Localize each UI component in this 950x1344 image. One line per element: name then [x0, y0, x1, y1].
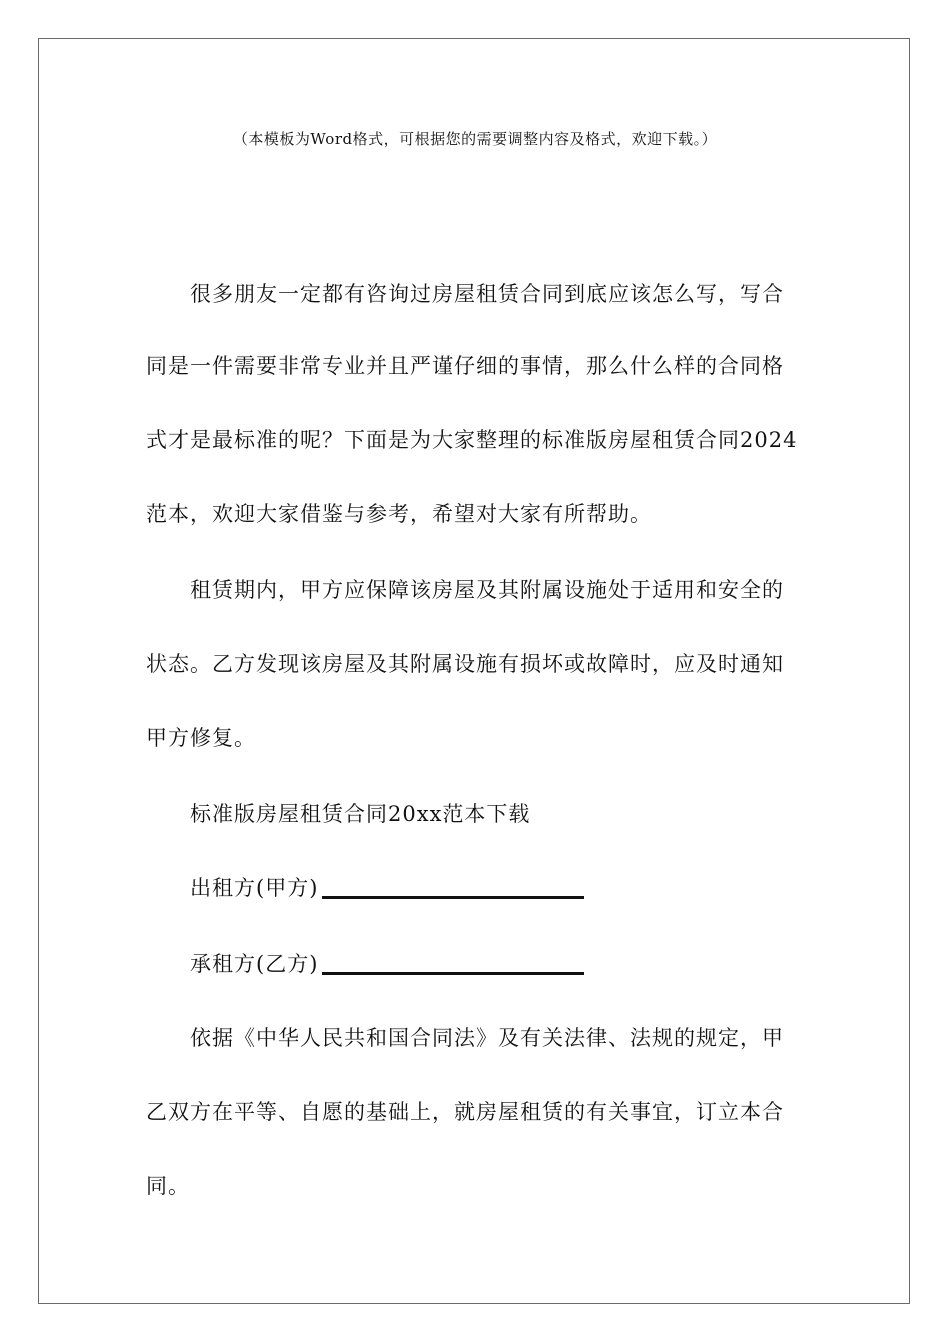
- lessor-line: [190, 872, 584, 902]
- paragraph-1-line-1: 很多朋友一定都有咨询过房屋租赁合同到底应该怎么写，写合: [190, 282, 784, 306]
- paragraph-3-line-2: 乙双方在平等、自愿的基础上，就房屋租赁的有关事宜，订立本合: [146, 1100, 784, 1124]
- contract-title: 标准版房屋租赁合同20xx范本下载: [190, 802, 531, 826]
- paragraph-1-line-4: 范本，欢迎大家借鉴与参考，希望对大家有所帮助。: [146, 502, 652, 526]
- paragraph-1-line-2: 同是一件需要非常专业并且严谨仔细的事情，那么什么样的合同格: [146, 354, 784, 378]
- paragraph-1-line-3: 式才是最标准的呢？下面是为大家整理的标准版房屋租赁合同2024: [146, 428, 798, 452]
- paragraph-3-line-1: 依据《中华人民共和国合同法》及有关法律、法规的规定，甲: [190, 1026, 784, 1050]
- lessor-label: 出租方(甲方): [190, 876, 319, 900]
- paragraph-2-line-3: 甲方修复。: [146, 726, 256, 750]
- lessee-blank: [322, 972, 584, 975]
- paragraph-2-line-2: 状态。乙方发现该房屋及其附属设施有损坏或故障时，应及时通知: [146, 652, 784, 676]
- template-note: （本模板为Word格式，可根据您的需要调整内容及格式，欢迎下载。）: [232, 130, 718, 148]
- lessee-label: 承租方(乙方): [190, 952, 319, 976]
- lessee-line: [190, 948, 584, 978]
- paragraph-2-line-1: 租赁期内，甲方应保障该房屋及其附属设施处于适用和安全的: [190, 578, 784, 602]
- paragraph-3-line-3: 同。: [146, 1174, 190, 1198]
- lessor-blank: [322, 896, 584, 899]
